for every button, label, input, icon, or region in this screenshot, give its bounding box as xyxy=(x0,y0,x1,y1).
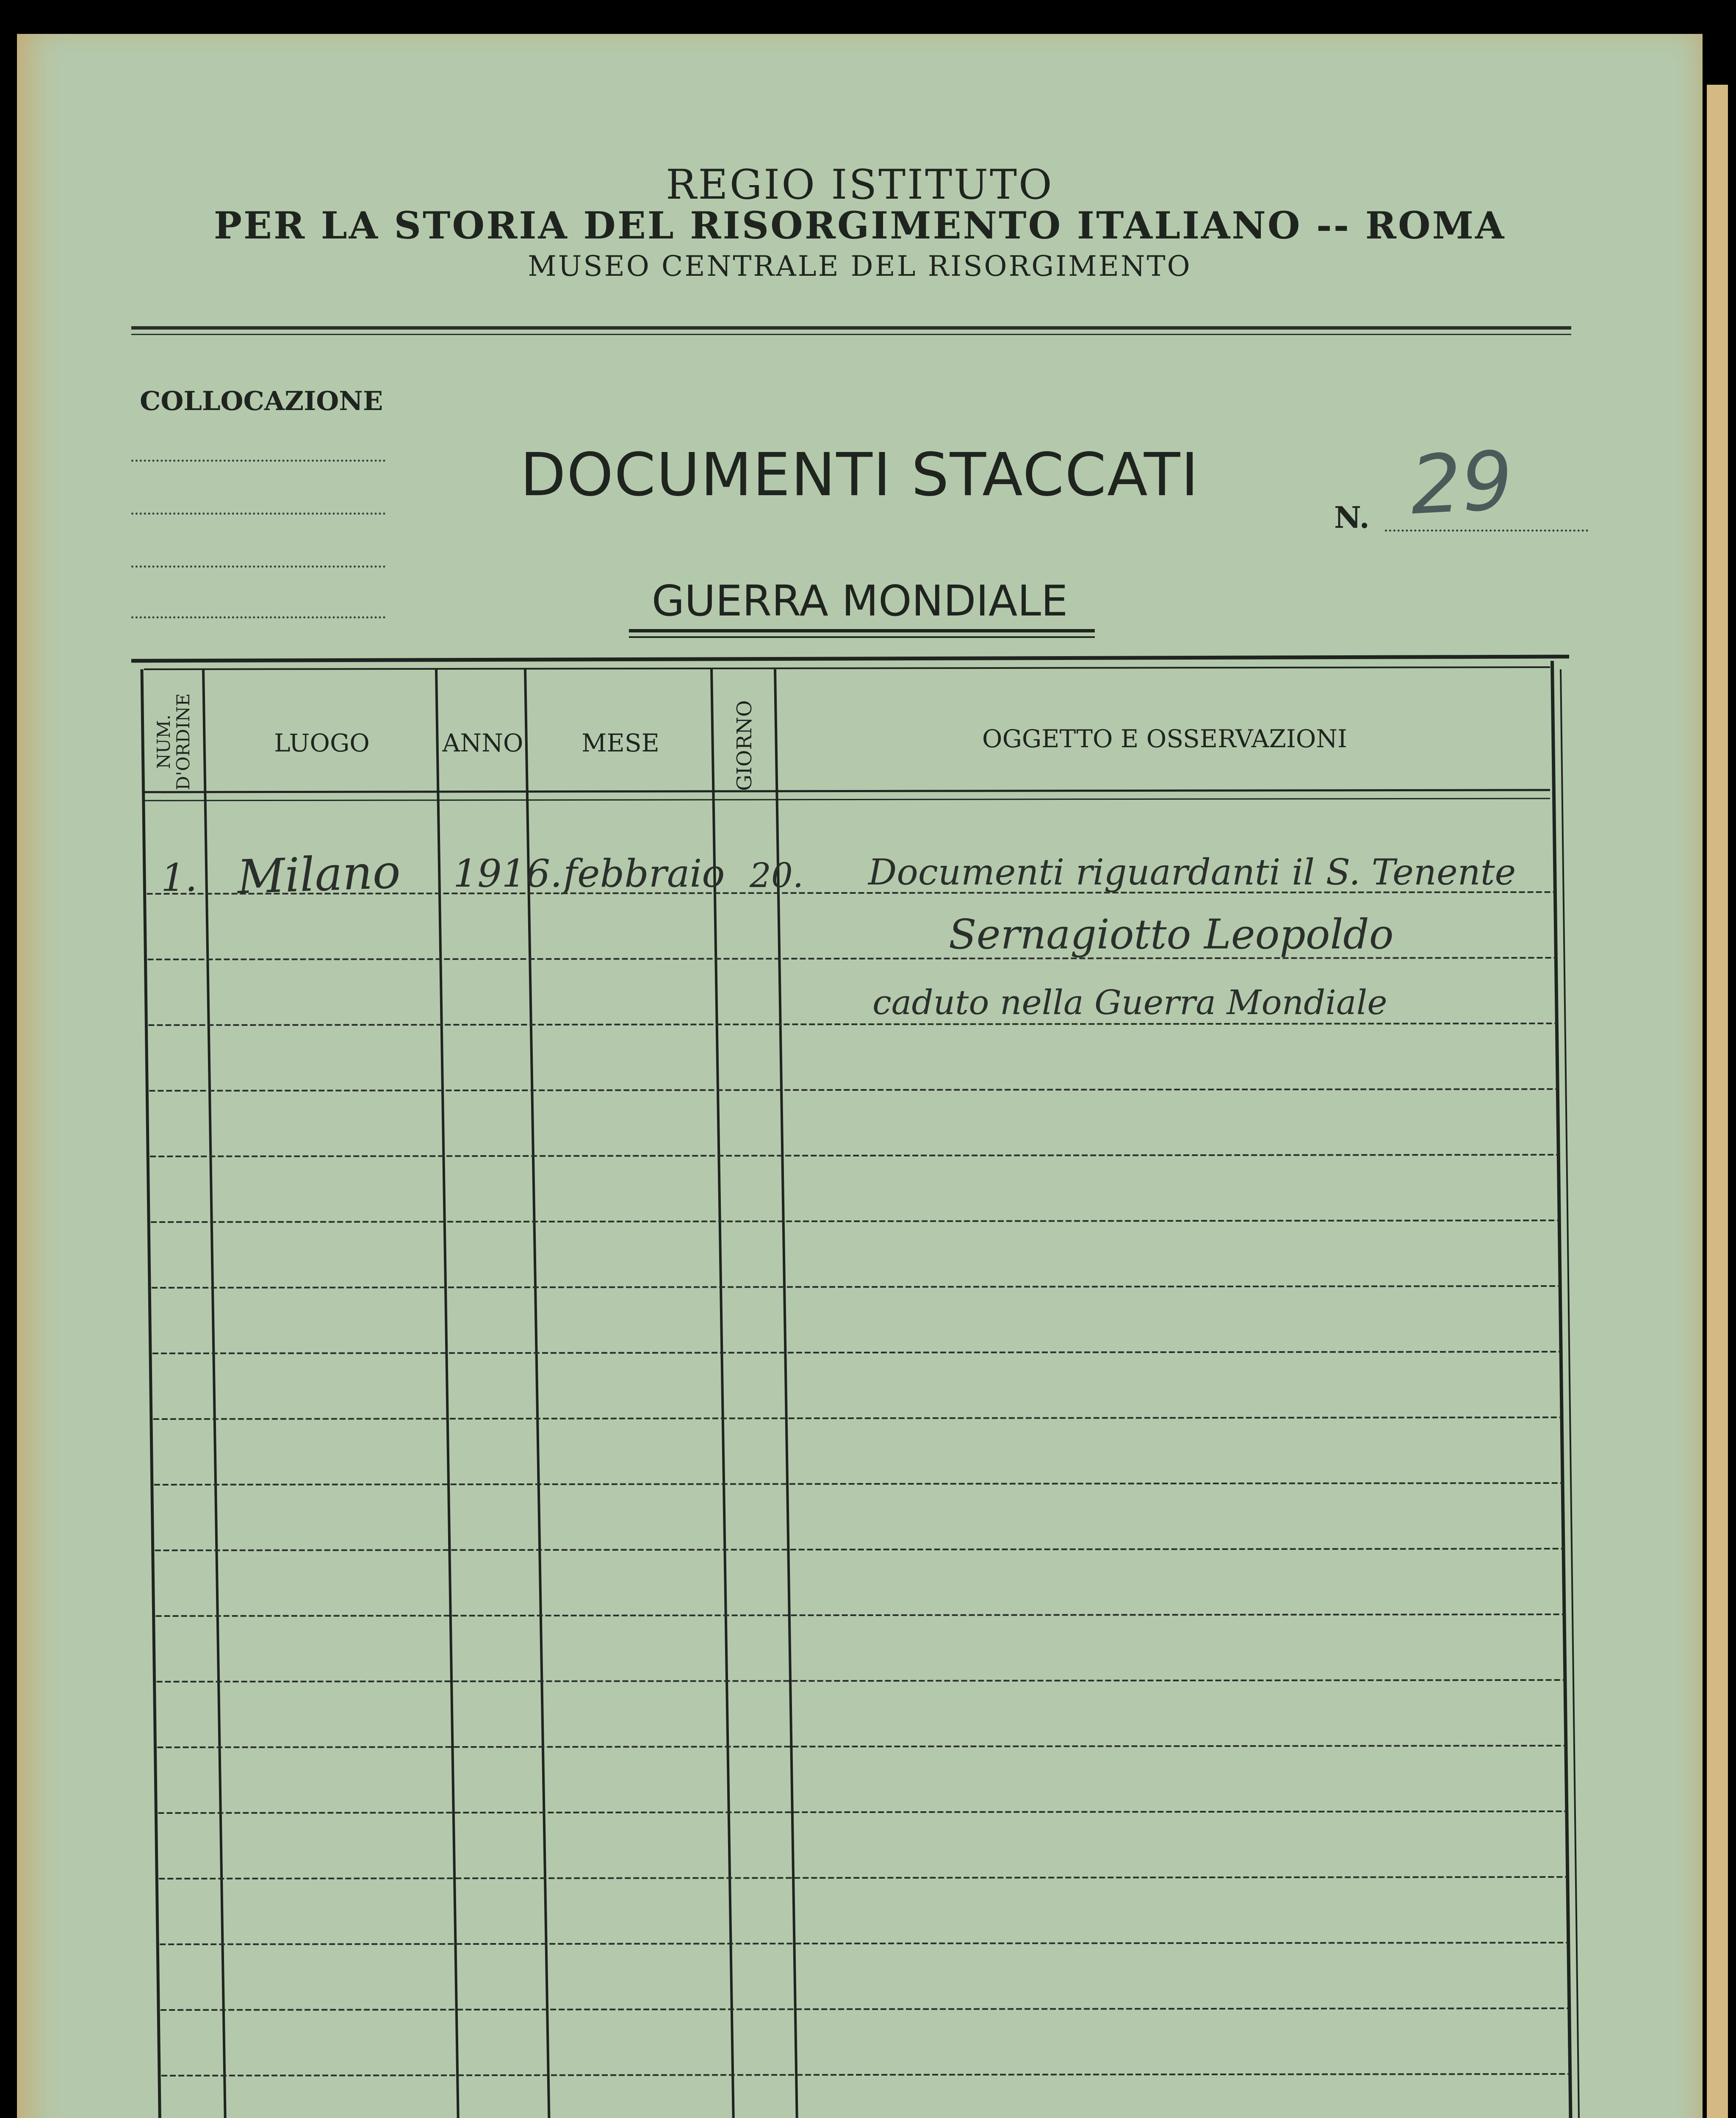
table-row-line xyxy=(159,1877,1567,1879)
table-row-line xyxy=(156,1614,1564,1616)
table-row-line xyxy=(149,1089,1557,1091)
column-header-mese: MESE xyxy=(581,729,659,757)
table-row-line xyxy=(152,1352,1561,1353)
document-title: DOCUMENTI STACCATI xyxy=(520,441,1199,510)
column-header-anno: ANNO xyxy=(442,729,523,757)
entry-giorno: 20. xyxy=(750,856,804,895)
table-row-line xyxy=(160,1943,1568,1944)
sheet-edge xyxy=(1707,85,1728,2118)
table-row-line xyxy=(152,1286,1560,1288)
column-header-giorno: GIORNO xyxy=(733,700,756,791)
table-row-line xyxy=(158,1811,1566,1813)
entry-oggetto-line: Documenti riguardanti il S. Tenente xyxy=(868,851,1516,893)
document-sheet xyxy=(17,34,1703,2118)
number-label: N. xyxy=(1334,500,1370,535)
table-row-line xyxy=(153,1417,1562,1419)
institute-subtitle: PER LA STORIA DEL RISORGIMENTO ITALIANO -- ROMA xyxy=(213,203,1506,247)
table-row-line xyxy=(150,1155,1558,1156)
table-row-line xyxy=(161,2008,1569,2010)
museum-name: MUSEO CENTRALE DEL RISORGIMENTO xyxy=(528,250,1192,283)
column-header-luogo: LUOGO xyxy=(274,729,370,757)
table-row-line xyxy=(148,1023,1556,1025)
collocazione-label: COLLOCAZIONE xyxy=(140,385,383,416)
document-subtitle: GUERRA MONDIALE xyxy=(651,576,1068,626)
table-row-line xyxy=(157,1680,1565,1682)
entry-anno: 1916. xyxy=(453,851,562,896)
number-value: 29 xyxy=(1408,433,1515,533)
table-row-line xyxy=(151,1220,1559,1222)
entry-num: 1. xyxy=(161,856,197,900)
column-header-oggetto: OGGETTO E OSSERVAZIONI xyxy=(982,724,1347,753)
entry-mese: febbraio xyxy=(563,851,725,896)
table-row-line xyxy=(154,1483,1562,1485)
table-row-line xyxy=(155,1549,1563,1550)
entry-oggetto-line: caduto nella Guerra Mondiale xyxy=(872,983,1387,1022)
entry-luogo: Milano xyxy=(236,844,401,904)
table-row-line xyxy=(161,2074,1570,2076)
register-table xyxy=(17,34,1703,2118)
institute-name: REGIO ISTITUTO xyxy=(666,161,1054,208)
column-header-num: NUM. D'ORDINE xyxy=(153,693,194,790)
table-row-line xyxy=(157,1746,1565,1747)
entry-oggetto-line: Sernagiotto Leopoldo xyxy=(949,911,1394,958)
